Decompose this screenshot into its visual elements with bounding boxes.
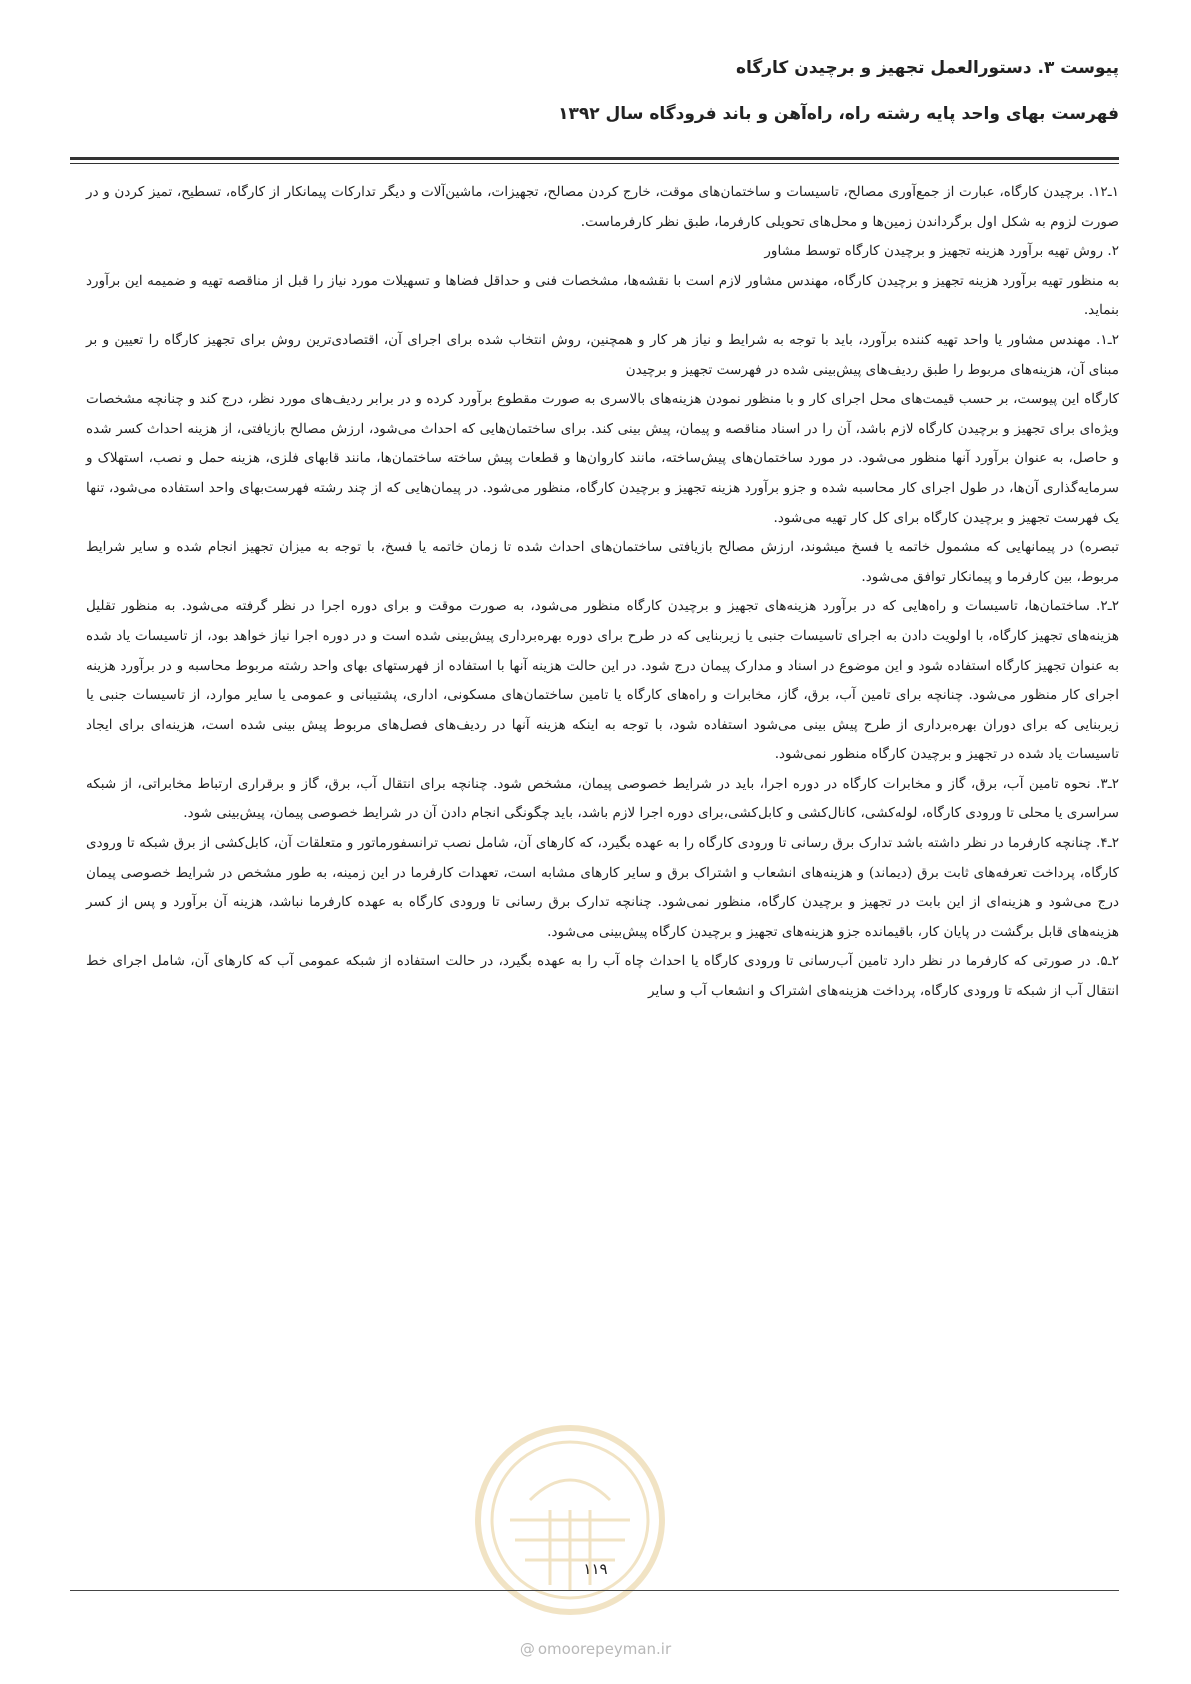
at-icon: @ <box>519 1640 535 1658</box>
document-body <box>86 178 1119 1007</box>
page-header <box>70 58 1119 124</box>
watermark <box>0 1640 1191 1658</box>
footer-rule <box>70 1590 1119 1591</box>
paragraph-1-12: ۱ـ۱۲. برچیدن کارگاه، عبارت از جمع‌آوری مصالح، تاسیسات و ساختمان‌های موقت، خارج کردن مصالح، تجهیزات، ماشین‌آلات و دیگر تدارکات پیمانکار از کارگاه، تسطیح، تمیز کردن و در صورت لزوم به شکل اول برگرداندن زمین‌ها و محل‌های تحویلی کارفرما، طبق نظر کارفرماست. <box>86 184 1119 230</box>
page-number: ۱۱۹ <box>583 1560 608 1578</box>
paragraph-2-3: ۲ـ۳. نحوه تامین آب، برق، گاز و مخابرات کارگاه در دوره اجرا، باید در شرایط خصوصی پیمان، مشخص شود. چنانچه برای انتقال آب، برق، گاز و برقراری ارتباط مخابراتی، از شبکه سراسری یا محلی تا ورودی کارگاه، لوله‌کشی، کانال‌کشی و کابل‌کشی،برای دوره اجرا لازم باشد، باید چگونگی انجام دادن آن در شرایط خصوصی پیمان، پیش‌بینی شود. <box>86 775 1119 822</box>
watermark-text: omoorepeyman.ir <box>537 1640 672 1658</box>
paragraph-2-2: ۲ـ۲. ساختمان‌ها، تاسیسات و راه‌هایی که در برآورد هزینه‌های تجهیز و برچیدن کارگاه منظور می‌شود، به صورت موقت و برای دوره اجرا در نظر گرفته می‌شود. به منظور تقلیل هزینه‌های تجهیز کارگاه، با اولویت دادن به اجرای تاسیسات جنبی یا زیربنایی که در طرح برای دوره بهره‌برداری پیش‌بینی شده است و در دوره اجرا نیاز خواهد بود، از تاسیسات یاد شده به عنوان تجهیز کارگاه استفاده شود و این موضوع در اسناد و مدارک پیمان درج شود. در این حالت هزینه آنها با استفاده از فهرستهای بهای واحد رشته مربوط محاسبه و در برآورد هزینه اجرای کار منظور می‌شود. چنانچه برای تامین آب، برق، گاز، مخابرات و راه‌های کارگاه یا تامین ساختمان‌های مسکونی، اداری، پشتیبانی و عمومی یا سایر موارد، از تاسیسات جنبی یا زیربنایی که برای دوران بهره‌برداری از طرح پیش بینی می‌شود استفاده شود، با توجه به اینکه هزینه آنها در ردیف‌های فصل‌های مربوط پیش بینی شده است، هزینه‌ای برای ایجاد تاسیسات یاد شده در تجهیز و برچیدن کارگاه منظور نمی‌شود. <box>86 598 1120 763</box>
section-2-heading: ۲. روش تهیه برآورد هزینه تجهیز و برچیدن کارگاه توسط مشاور <box>764 243 1119 260</box>
paragraph-2-1: ۲ـ۱. مهندس مشاور یا واحد تهیه کننده برآورد، باید با توجه به شرایط و نیاز هر کار و همچنین، روش انتخاب شده برای اجرای آن، اقتصادی‌ترین روش برای تجهیز کارگاه را تعیین و بر مبنای آن، هزینه‌های مربوط را طبق ردیف‌های پیش‌بینی شده در فهرست تجهیز و برچیدن <box>86 331 1119 378</box>
paragraph-2-1-continued: کارگاه این پیوست، بر حسب قیمت‌های محل اجرای کار و با منظور نمودن هزینه‌های بالاسری به صورت مقطوع برآورد کرده و در برابر ردیف‌های مورد نظر، درج کند و چنانچه مشخصات ویژه‌ای برای تجهیز و برچیدن کارگاه لازم باشد، آن را در اسناد مناقصه و پیمان، پیش بینی کند. برای ساختمان‌هایی که احداث می‌شود، ارزش مصالح بازیافتی، از هزینه احداث کسر شده و حاصل، به عنوان برآورد آنها منظور می‌شود. در مورد ساختمان‌های پیش‌ساخته، مانند کاروان‌ها و قطعات پیش ساخته ساختمان‌ها، مانند قابهای فلزی، هزینه حمل و نصب، استهلاک و سرمایه‌گذاری آن‌ها، در طول اجرای کار محاسبه شده و جزو برآورد هزینه تجهیز و برچیدن کارگاه، منظور می‌شود. در پیمان‌هایی که از چند رشته فهرست‌بهای واحد استفاده می‌شود، تنها یک فهرست تجهیز و برچیدن کارگاه برای کل کار تهیه می‌شود. <box>86 391 1119 526</box>
paragraph-2-5: ۲ـ۵. در صورتی که کارفرما در نظر دارد تامین آب‌رسانی تا ورودی کارگاه یا احداث چاه آب را به عهده بگیرد، در حالت استفاده از شبکه عمومی آب که کارهای آن، شامل اجرای خط انتقال آب از شبکه تا ورودی کارگاه، پرداخت هزینه‌های اشتراک و انشعاب آب و سایر <box>86 953 1119 1000</box>
price-list-title: فهرست بهای واحد پایه رشته راه، راه‌آهن و باند فرودگاه سال ۱۳۹۲ <box>558 104 1119 124</box>
paragraph-2-4: ۲ـ۴. چنانچه کارفرما در نظر داشته باشد تدارک برق رسانی تا ورودی کارگاه را به عهده بگیرد، که کارهای آن، شامل نصب ترانسفورماتور و متعلقات آن، کابل‌کشی از برق شبکه تا ورودی کارگاه، پرداخت تعرفه‌های ثابت برق (دیماند) و هزینه‌های انشعاب و اشتراک برق و سایر کارهای مشابه است، تعهدات کارفرما در این زمینه، به طور مشخص در شرایط خصوصی پیمان درج می‌شود و هزینه‌ای از این بابت در تجهیز و برچیدن کارگاه، منظور نمی‌شود. چنانچه تدارک برق رسانی تا ورودی کارگاه به عهده کارفرما نباشد، هزینه آن برآورد و پس از کسر هزینه‌های قابل برگشت در پایان کار، باقیمانده جزو هزینه‌های تجهیز و برچیدن کارگاه پیش‌بینی می‌شود. <box>86 835 1119 940</box>
note-paragraph: تبصره) در پیمانهایی که مشمول خاتمه یا فسخ میشوند، ارزش مصالح بازیافتی ساختمان‌های احداث شده تا زمان خاتمه یا فسخ، با توجه به میزان تجهیز انجام شده و سایر شرایط مربوط، بین کارفرما و پیمانکار توافق می‌شود. <box>86 539 1119 585</box>
header-rule-thick <box>70 157 1119 160</box>
paragraph-2-intro: به منظور تهیه برآورد هزینه تجهیز و برچیدن کارگاه، مهندس مشاور لازم است با نقشه‌ها، مشخصات فنی و حداقل فضاها و تسهیلات مورد نیاز را قبل از مناقصه تهیه و ضمیمه این برآورد بنماید. <box>86 272 1119 319</box>
header-rule-thin <box>70 163 1119 164</box>
appendix-title: پیوست ۳. دستورالعمل تجهیز و برچیدن کارگاه <box>735 58 1119 78</box>
